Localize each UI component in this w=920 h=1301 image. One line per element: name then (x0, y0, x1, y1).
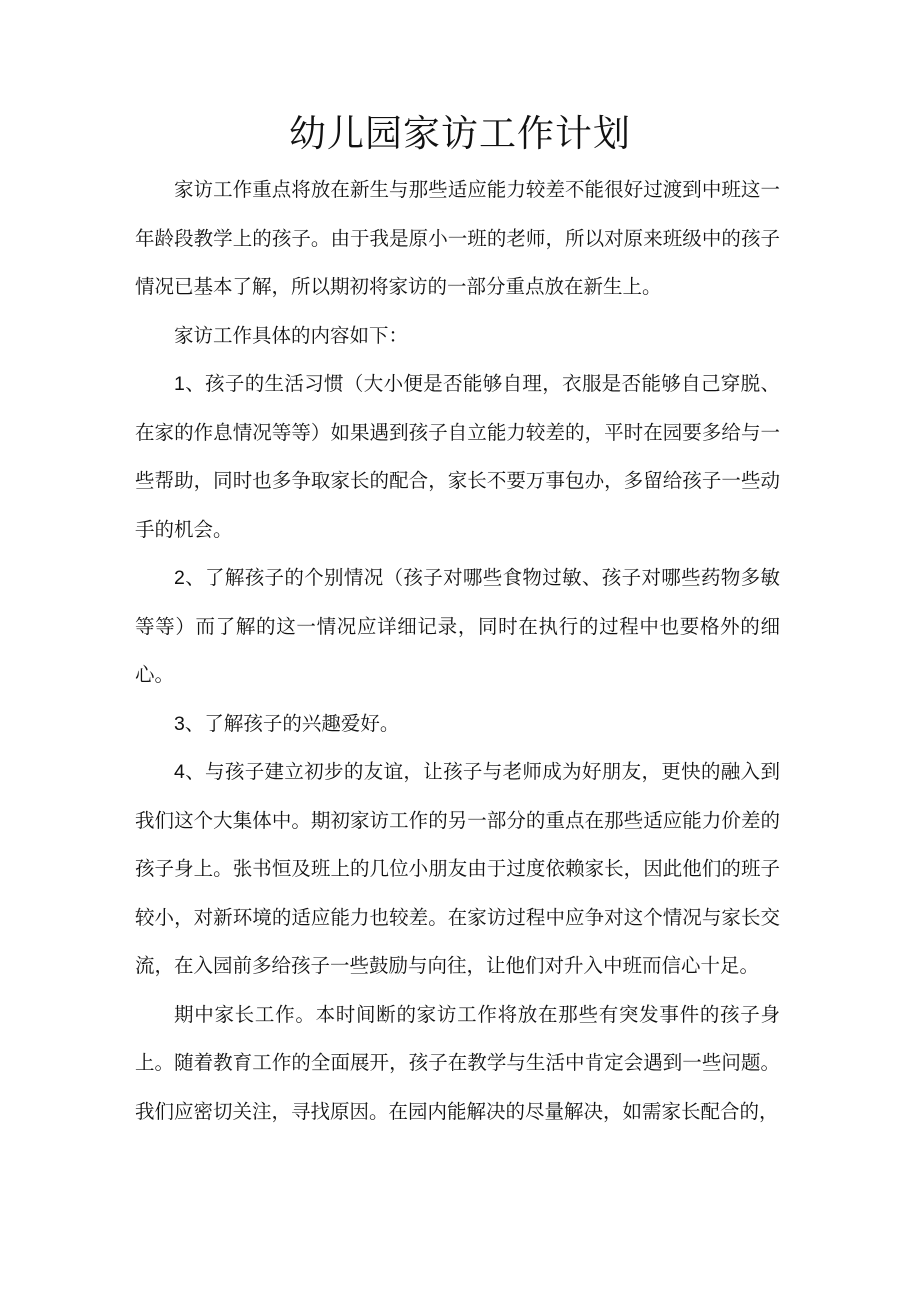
paragraph-item-3 (135, 700, 780, 749)
paragraph-midterm (135, 991, 780, 1137)
paragraph-text: 期中家长工作。本时间断的家访工作将放在那些有突发事件的孩子身上。随着教育工作的全面展开，孩子在教学与生活中肯定会遇到一些问题。我们应密切关注，寻找原因。在园内能解决的尽量解决，如需家长配合的， (135, 1002, 780, 1123)
item-number: 4 (174, 761, 185, 783)
paragraph-item-2 (135, 554, 780, 700)
paragraph-text: 、与孩子建立初步的友谊，让孩子与老师成为好朋友，更快的融入到我们这个大集体中。期初家访工作的另一部分的重点在那些适应能力价差的孩子身上。张书恒及班上的几位小朋友由于过度依赖家长，因此他们的班子较小，对新环境的适应能力也较差。在家访过程中应争对这个情况与家长交流，在入园前多给孩子一些鼓励与向往，让他们对升入中班而信心十足。 (135, 760, 780, 977)
paragraph-item-1 (135, 360, 780, 554)
document-title: 幼儿园家访工作计划 (289, 112, 631, 155)
paragraph-item-4 (135, 748, 780, 991)
item-number: 1 (174, 373, 185, 395)
paragraph-intro (135, 166, 780, 312)
paragraph-text: 家访工作重点将放在新生与那些适应能力较差不能很好过渡到中班这一年龄段教学上的孩子。由于我是原小一班的老师，所以对原来班级中的孩子情况已基本了解，所以期初将家访的一部分重点放在新生上。 (135, 178, 780, 298)
item-number: 2 (174, 567, 185, 589)
paragraph-text: 、孩子的生活习惯（大小便是否能够自理，衣服是否能够自己穿脱、在家的作息情况等等）如果遇到孩子自立能力较差的，平时在园要多给与一些帮助，同时也多争取家长的配合，家长不要万事包办，多留给孩子一些动手的机会。 (135, 372, 780, 541)
paragraph-content-heading (135, 312, 780, 361)
paragraph-text: 、了解孩子的兴趣爱好。 (184, 711, 400, 735)
paragraph-text: 、了解孩子的个别情况（孩子对哪些食物过敏、孩子对哪些药物多敏等等）而了解的这一情况应详细记录，同时在执行的过程中也要格外的细心。 (135, 566, 780, 686)
item-number: 3 (174, 712, 185, 735)
paragraph-text: 家访工作具体的内容如下： (174, 323, 409, 347)
